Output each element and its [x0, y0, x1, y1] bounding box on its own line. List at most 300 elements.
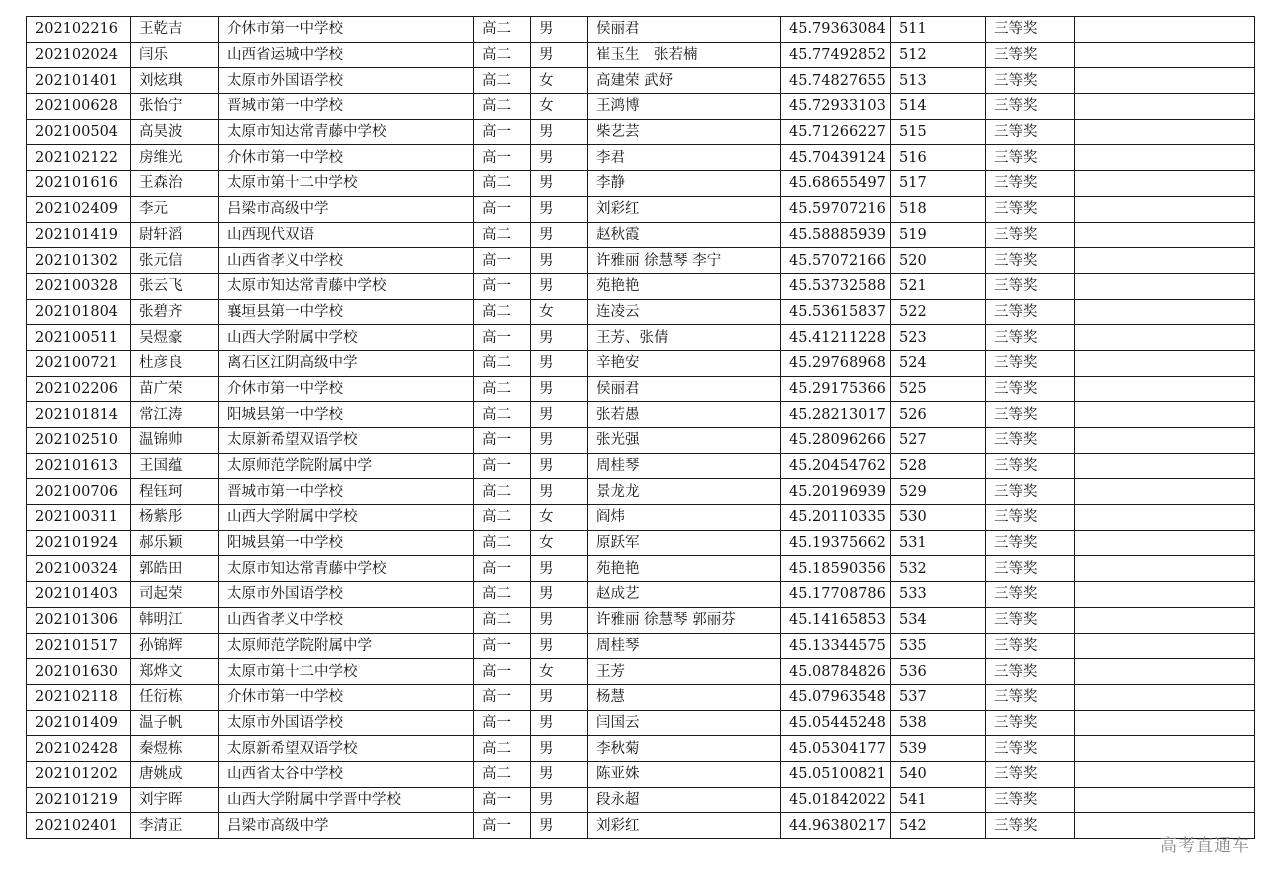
table-row — [27, 376, 1255, 402]
teacher-cell: 侯丽君 — [588, 17, 781, 43]
award-cell: 三等奖 — [986, 710, 1075, 736]
grade-cell: 高一 — [474, 145, 531, 171]
note-cell — [1075, 119, 1255, 145]
rank-cell: 534 — [891, 607, 986, 633]
grade-cell: 高二 — [474, 761, 531, 787]
grade-cell: 高二 — [474, 94, 531, 120]
award-cell: 三等奖 — [986, 222, 1075, 248]
student-name-cell: 张怡宁 — [131, 94, 219, 120]
teacher-cell: 许雅丽 徐慧琴 李宁 — [588, 248, 781, 274]
grade-cell: 高二 — [474, 479, 531, 505]
gender-cell: 男 — [531, 684, 588, 710]
table-row — [27, 813, 1255, 839]
grade-cell: 高一 — [474, 813, 531, 839]
score-cell: 45.71266227 — [781, 119, 891, 145]
student-id-cell: 202102216 — [27, 17, 131, 43]
rank-cell: 519 — [891, 222, 986, 248]
student-id-cell: 202102428 — [27, 736, 131, 762]
note-cell — [1075, 428, 1255, 454]
school-cell: 吕梁市高级中学 — [219, 813, 474, 839]
student-name-cell: 任衍栋 — [131, 684, 219, 710]
score-cell: 45.59707216 — [781, 196, 891, 222]
table-row — [27, 119, 1255, 145]
student-name-cell: 李清正 — [131, 813, 219, 839]
note-cell — [1075, 299, 1255, 325]
score-cell: 45.05304177 — [781, 736, 891, 762]
note-cell — [1075, 761, 1255, 787]
score-cell: 45.53615837 — [781, 299, 891, 325]
teacher-cell: 赵秋霞 — [588, 222, 781, 248]
grade-cell: 高二 — [474, 350, 531, 376]
rank-cell: 530 — [891, 505, 986, 531]
note-cell — [1075, 530, 1255, 556]
award-cell: 三等奖 — [986, 787, 1075, 813]
teacher-cell: 刘彩红 — [588, 196, 781, 222]
gender-cell: 男 — [531, 17, 588, 43]
table-row — [27, 453, 1255, 479]
grade-cell: 高一 — [474, 633, 531, 659]
rank-cell: 531 — [891, 530, 986, 556]
note-cell — [1075, 402, 1255, 428]
grade-cell: 高二 — [474, 530, 531, 556]
student-name-cell: 杜彦良 — [131, 350, 219, 376]
gender-cell: 男 — [531, 376, 588, 402]
award-cell: 三等奖 — [986, 273, 1075, 299]
gender-cell: 男 — [531, 42, 588, 68]
grade-cell: 高一 — [474, 787, 531, 813]
score-cell: 45.05100821 — [781, 761, 891, 787]
table-row — [27, 479, 1255, 505]
school-cell: 阳城县第一中学校 — [219, 402, 474, 428]
award-cell: 三等奖 — [986, 350, 1075, 376]
score-cell: 45.57072166 — [781, 248, 891, 274]
student-name-cell: 房维光 — [131, 145, 219, 171]
student-name-cell: 王国蕴 — [131, 453, 219, 479]
table-row — [27, 325, 1255, 351]
award-cell: 三等奖 — [986, 428, 1075, 454]
award-cell: 三等奖 — [986, 376, 1075, 402]
teacher-cell: 赵成艺 — [588, 582, 781, 608]
table-row — [27, 145, 1255, 171]
table-row — [27, 299, 1255, 325]
note-cell — [1075, 787, 1255, 813]
teacher-cell: 辛艳安 — [588, 350, 781, 376]
note-cell — [1075, 633, 1255, 659]
student-name-cell: 常江涛 — [131, 402, 219, 428]
award-cell: 三等奖 — [986, 248, 1075, 274]
note-cell — [1075, 196, 1255, 222]
teacher-cell: 刘彩红 — [588, 813, 781, 839]
score-cell: 45.29768968 — [781, 350, 891, 376]
award-cell: 三等奖 — [986, 68, 1075, 94]
teacher-cell: 许雅丽 徐慧琴 郭丽芬 — [588, 607, 781, 633]
teacher-cell: 王芳、张倩 — [588, 325, 781, 351]
school-cell: 阳城县第一中学校 — [219, 530, 474, 556]
student-id-cell: 202102024 — [27, 42, 131, 68]
table-row — [27, 350, 1255, 376]
rank-cell: 539 — [891, 736, 986, 762]
student-id-cell: 202101302 — [27, 248, 131, 274]
student-id-cell: 202101419 — [27, 222, 131, 248]
school-cell: 襄垣县第一中学校 — [219, 299, 474, 325]
rank-cell: 523 — [891, 325, 986, 351]
student-name-cell: 刘宇晖 — [131, 787, 219, 813]
score-cell: 45.74827655 — [781, 68, 891, 94]
grade-cell: 高二 — [474, 505, 531, 531]
student-id-cell: 202101924 — [27, 530, 131, 556]
grade-cell: 高二 — [474, 402, 531, 428]
rank-cell: 535 — [891, 633, 986, 659]
table-row — [27, 710, 1255, 736]
student-id-cell: 202101403 — [27, 582, 131, 608]
school-cell: 山西大学附属中学晋中学校 — [219, 787, 474, 813]
table-row — [27, 659, 1255, 685]
note-cell — [1075, 710, 1255, 736]
score-cell: 45.08784826 — [781, 659, 891, 685]
award-cell: 三等奖 — [986, 659, 1075, 685]
gender-cell: 男 — [531, 222, 588, 248]
note-cell — [1075, 453, 1255, 479]
award-cell: 三等奖 — [986, 402, 1075, 428]
note-cell — [1075, 325, 1255, 351]
teacher-cell: 张若愚 — [588, 402, 781, 428]
score-cell: 45.29175366 — [781, 376, 891, 402]
score-cell: 45.07963548 — [781, 684, 891, 710]
gender-cell: 男 — [531, 273, 588, 299]
teacher-cell: 李静 — [588, 171, 781, 197]
student-name-cell: 郑烨文 — [131, 659, 219, 685]
grade-cell: 高一 — [474, 710, 531, 736]
school-cell: 太原市知达常青藤中学校 — [219, 273, 474, 299]
rank-cell: 517 — [891, 171, 986, 197]
student-name-cell: 杨紫彤 — [131, 505, 219, 531]
note-cell — [1075, 171, 1255, 197]
student-name-cell: 韩明江 — [131, 607, 219, 633]
note-cell — [1075, 248, 1255, 274]
grade-cell: 高二 — [474, 68, 531, 94]
score-cell: 45.77492852 — [781, 42, 891, 68]
score-cell: 45.20196939 — [781, 479, 891, 505]
rank-cell: 518 — [891, 196, 986, 222]
student-name-cell: 张云飞 — [131, 273, 219, 299]
school-cell: 晋城市第一中学校 — [219, 479, 474, 505]
rank-cell: 533 — [891, 582, 986, 608]
table-row — [27, 556, 1255, 582]
table-row — [27, 761, 1255, 787]
table-row — [27, 684, 1255, 710]
student-id-cell: 202101613 — [27, 453, 131, 479]
note-cell — [1075, 42, 1255, 68]
score-cell: 45.17708786 — [781, 582, 891, 608]
table-row — [27, 787, 1255, 813]
teacher-cell: 连凌云 — [588, 299, 781, 325]
award-cell: 三等奖 — [986, 633, 1075, 659]
student-id-cell: 202101814 — [27, 402, 131, 428]
table-row — [27, 171, 1255, 197]
student-id-cell: 202102118 — [27, 684, 131, 710]
rank-cell: 520 — [891, 248, 986, 274]
teacher-cell: 苑艳艳 — [588, 273, 781, 299]
student-id-cell: 202101401 — [27, 68, 131, 94]
score-cell: 45.28213017 — [781, 402, 891, 428]
score-cell: 45.53732588 — [781, 273, 891, 299]
note-cell — [1075, 684, 1255, 710]
rank-cell: 525 — [891, 376, 986, 402]
student-id-cell: 202100706 — [27, 479, 131, 505]
score-cell: 45.20454762 — [781, 453, 891, 479]
teacher-cell: 李君 — [588, 145, 781, 171]
gender-cell: 男 — [531, 787, 588, 813]
school-cell: 介休市第一中学校 — [219, 145, 474, 171]
school-cell: 山西大学附属中学校 — [219, 505, 474, 531]
award-cell: 三等奖 — [986, 453, 1075, 479]
student-name-cell: 秦煜栋 — [131, 736, 219, 762]
award-cell: 三等奖 — [986, 325, 1075, 351]
teacher-cell: 王鸿博 — [588, 94, 781, 120]
rank-cell: 532 — [891, 556, 986, 582]
grade-cell: 高二 — [474, 42, 531, 68]
rank-cell: 542 — [891, 813, 986, 839]
student-name-cell: 李元 — [131, 196, 219, 222]
teacher-cell: 闫国云 — [588, 710, 781, 736]
table-row — [27, 633, 1255, 659]
table-row — [27, 582, 1255, 608]
rank-cell: 512 — [891, 42, 986, 68]
teacher-cell: 柴艺芸 — [588, 119, 781, 145]
gender-cell: 男 — [531, 761, 588, 787]
student-id-cell: 202102510 — [27, 428, 131, 454]
gender-cell: 男 — [531, 325, 588, 351]
student-name-cell: 吴煜豪 — [131, 325, 219, 351]
grade-cell: 高一 — [474, 119, 531, 145]
note-cell — [1075, 582, 1255, 608]
school-cell: 离石区江阴高级中学 — [219, 350, 474, 376]
student-id-cell: 202101409 — [27, 710, 131, 736]
teacher-cell: 陈亚姝 — [588, 761, 781, 787]
gender-cell: 男 — [531, 633, 588, 659]
school-cell: 介休市第一中学校 — [219, 17, 474, 43]
teacher-cell: 李秋菊 — [588, 736, 781, 762]
score-cell: 45.68655497 — [781, 171, 891, 197]
student-name-cell: 闫乐 — [131, 42, 219, 68]
note-cell — [1075, 145, 1255, 171]
teacher-cell: 原跃军 — [588, 530, 781, 556]
school-cell: 太原市第十二中学校 — [219, 171, 474, 197]
score-cell: 45.28096266 — [781, 428, 891, 454]
grade-cell: 高二 — [474, 17, 531, 43]
table-row — [27, 736, 1255, 762]
student-name-cell: 程钰珂 — [131, 479, 219, 505]
student-id-cell: 202101517 — [27, 633, 131, 659]
rank-cell: 511 — [891, 17, 986, 43]
gender-cell: 女 — [531, 94, 588, 120]
grade-cell: 高二 — [474, 736, 531, 762]
grade-cell: 高一 — [474, 556, 531, 582]
school-cell: 太原市知达常青藤中学校 — [219, 556, 474, 582]
rank-cell: 516 — [891, 145, 986, 171]
teacher-cell: 周桂琴 — [588, 633, 781, 659]
gender-cell: 男 — [531, 248, 588, 274]
rank-cell: 514 — [891, 94, 986, 120]
student-id-cell: 202101616 — [27, 171, 131, 197]
student-name-cell: 张碧齐 — [131, 299, 219, 325]
score-cell: 45.01842022 — [781, 787, 891, 813]
gender-cell: 女 — [531, 659, 588, 685]
gender-cell: 男 — [531, 453, 588, 479]
school-cell: 山西省孝义中学校 — [219, 607, 474, 633]
gender-cell: 男 — [531, 196, 588, 222]
score-cell: 45.79363084 — [781, 17, 891, 43]
grade-cell: 高二 — [474, 376, 531, 402]
gender-cell: 男 — [531, 350, 588, 376]
gender-cell: 女 — [531, 68, 588, 94]
rank-cell: 522 — [891, 299, 986, 325]
table-row — [27, 248, 1255, 274]
rank-cell: 528 — [891, 453, 986, 479]
school-cell: 太原师范学院附属中学 — [219, 633, 474, 659]
student-id-cell: 202102409 — [27, 196, 131, 222]
table-row — [27, 428, 1255, 454]
school-cell: 太原市外国语学校 — [219, 582, 474, 608]
gender-cell: 女 — [531, 299, 588, 325]
rank-cell: 524 — [891, 350, 986, 376]
grade-cell: 高一 — [474, 684, 531, 710]
student-name-cell: 高昊波 — [131, 119, 219, 145]
award-cell: 三等奖 — [986, 530, 1075, 556]
watermark: 高考直通车 — [1160, 836, 1250, 856]
rank-cell: 538 — [891, 710, 986, 736]
award-cell: 三等奖 — [986, 196, 1075, 222]
score-cell: 45.41211228 — [781, 325, 891, 351]
table-row — [27, 17, 1255, 43]
gender-cell: 男 — [531, 402, 588, 428]
teacher-cell: 崔玉生 张若楠 — [588, 42, 781, 68]
rank-cell: 540 — [891, 761, 986, 787]
student-id-cell: 202100721 — [27, 350, 131, 376]
award-cell: 三等奖 — [986, 582, 1075, 608]
score-cell: 45.72933103 — [781, 94, 891, 120]
rank-cell: 537 — [891, 684, 986, 710]
note-cell — [1075, 17, 1255, 43]
score-cell: 45.58885939 — [781, 222, 891, 248]
teacher-cell: 周桂琴 — [588, 453, 781, 479]
school-cell: 吕梁市高级中学 — [219, 196, 474, 222]
score-cell: 45.05445248 — [781, 710, 891, 736]
award-cell: 三等奖 — [986, 17, 1075, 43]
teacher-cell: 苑艳艳 — [588, 556, 781, 582]
grade-cell: 高一 — [474, 248, 531, 274]
table-row — [27, 94, 1255, 120]
table-row — [27, 607, 1255, 633]
school-cell: 介休市第一中学校 — [219, 376, 474, 402]
rank-cell: 529 — [891, 479, 986, 505]
student-id-cell: 202100311 — [27, 505, 131, 531]
student-id-cell: 202102122 — [27, 145, 131, 171]
rank-cell: 515 — [891, 119, 986, 145]
student-id-cell: 202100324 — [27, 556, 131, 582]
grade-cell: 高二 — [474, 607, 531, 633]
note-cell — [1075, 68, 1255, 94]
school-cell: 太原新希望双语学校 — [219, 428, 474, 454]
award-cell: 三等奖 — [986, 94, 1075, 120]
student-id-cell: 202101804 — [27, 299, 131, 325]
note-cell — [1075, 222, 1255, 248]
grade-cell: 高一 — [474, 273, 531, 299]
student-id-cell: 202100328 — [27, 273, 131, 299]
rank-cell: 526 — [891, 402, 986, 428]
award-cell: 三等奖 — [986, 684, 1075, 710]
student-name-cell: 王森治 — [131, 171, 219, 197]
gender-cell: 男 — [531, 607, 588, 633]
student-id-cell: 202100504 — [27, 119, 131, 145]
school-cell: 山西省运城中学校 — [219, 42, 474, 68]
note-cell — [1075, 505, 1255, 531]
teacher-cell: 侯丽君 — [588, 376, 781, 402]
student-name-cell: 温锦帅 — [131, 428, 219, 454]
table-row — [27, 273, 1255, 299]
student-id-cell: 202100628 — [27, 94, 131, 120]
teacher-cell: 景龙龙 — [588, 479, 781, 505]
school-cell: 太原师范学院附属中学 — [219, 453, 474, 479]
gender-cell: 男 — [531, 428, 588, 454]
note-cell — [1075, 607, 1255, 633]
gender-cell: 男 — [531, 813, 588, 839]
score-cell: 45.70439124 — [781, 145, 891, 171]
table-row — [27, 42, 1255, 68]
school-cell: 山西省孝义中学校 — [219, 248, 474, 274]
table-row — [27, 196, 1255, 222]
school-cell: 山西省太谷中学校 — [219, 761, 474, 787]
award-cell: 三等奖 — [986, 119, 1075, 145]
rank-cell: 521 — [891, 273, 986, 299]
grade-cell: 高二 — [474, 299, 531, 325]
note-cell — [1075, 350, 1255, 376]
note-cell — [1075, 479, 1255, 505]
student-name-cell: 尉轩滔 — [131, 222, 219, 248]
student-id-cell: 202101630 — [27, 659, 131, 685]
gender-cell: 男 — [531, 479, 588, 505]
student-name-cell: 王乾吉 — [131, 17, 219, 43]
gender-cell: 男 — [531, 171, 588, 197]
student-name-cell: 郭皓田 — [131, 556, 219, 582]
student-name-cell: 温子帆 — [131, 710, 219, 736]
note-cell — [1075, 273, 1255, 299]
student-name-cell: 孙锦辉 — [131, 633, 219, 659]
teacher-cell: 王芳 — [588, 659, 781, 685]
grade-cell: 高一 — [474, 428, 531, 454]
student-id-cell: 202101202 — [27, 761, 131, 787]
award-cell: 三等奖 — [986, 813, 1075, 839]
gender-cell: 男 — [531, 556, 588, 582]
rank-cell: 541 — [891, 787, 986, 813]
teacher-cell: 高建荣 武妤 — [588, 68, 781, 94]
note-cell — [1075, 376, 1255, 402]
score-cell: 45.20110335 — [781, 505, 891, 531]
school-cell: 太原市知达常青藤中学校 — [219, 119, 474, 145]
award-cell: 三等奖 — [986, 479, 1075, 505]
gender-cell: 男 — [531, 119, 588, 145]
table-row — [27, 505, 1255, 531]
student-name-cell: 唐姚成 — [131, 761, 219, 787]
table-row — [27, 68, 1255, 94]
school-cell: 太原新希望双语学校 — [219, 736, 474, 762]
teacher-cell: 杨慧 — [588, 684, 781, 710]
student-id-cell: 202101219 — [27, 787, 131, 813]
score-cell: 45.14165853 — [781, 607, 891, 633]
rank-cell: 513 — [891, 68, 986, 94]
student-id-cell: 202102401 — [27, 813, 131, 839]
school-cell: 山西现代双语 — [219, 222, 474, 248]
